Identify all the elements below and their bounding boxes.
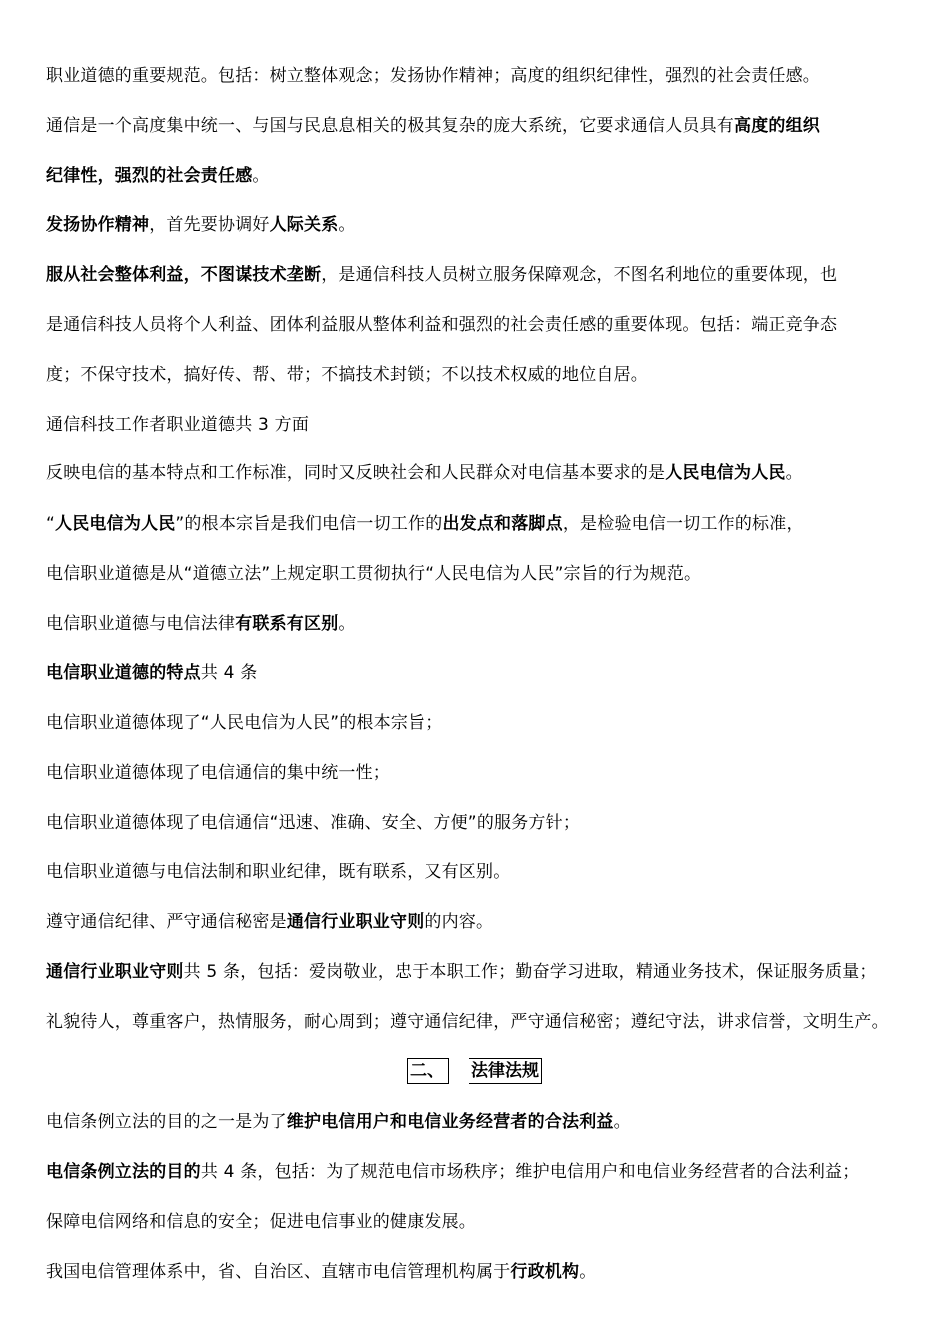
- bold-text: 纪律性，强烈的社会责任感: [46, 166, 253, 186]
- bold-text: 人民电信为人民: [665, 463, 786, 483]
- bold-text: 服从社会整体利益，不图谋技术垄断: [46, 265, 322, 285]
- text-span: 共 5 条，包括：爱岗敬业，忠于本职工作；勤奋学习进取，精通业务技术，保证服务质量；: [183, 962, 877, 982]
- text-span: 遵守通信纪律、严守通信秘密是: [46, 912, 287, 932]
- text-line: [46, 960, 877, 984]
- bold-text: 高度的组织: [734, 116, 820, 136]
- text-span: “: [46, 514, 56, 534]
- text-span: 电信职业道德与电信法制和职业纪律，既有联系，又有区别。: [46, 862, 511, 882]
- text-line: [46, 562, 701, 586]
- text-span: 。: [338, 614, 356, 634]
- text-span: 共 4 条，包括：为了规范电信市场秩序；维护电信用户和电信业务经营者的合法利益；: [200, 1162, 860, 1182]
- text-line: [46, 711, 442, 735]
- bold-text: 通信行业职业守则: [286, 912, 425, 932]
- text-line: [46, 64, 820, 88]
- text-span: 。: [338, 215, 356, 235]
- text-line: [46, 1210, 476, 1234]
- text-span: 。: [252, 166, 270, 186]
- text-span: 。: [785, 463, 803, 483]
- text-span: 电信职业道德体现了“人民电信为人民”的根本宗旨；: [46, 713, 443, 733]
- text-line: [46, 860, 510, 884]
- text-line: [46, 363, 648, 387]
- text-line: [46, 612, 356, 636]
- text-span: 。: [613, 1112, 631, 1132]
- section-heading: [407, 1058, 542, 1082]
- text-line: [46, 811, 580, 835]
- text-span: 通信是一个高度集中统一、与国与民息息相关的极其复杂的庞大系统，它要求通信人员具有: [46, 116, 734, 136]
- text-line: [46, 1160, 859, 1184]
- text-line: [46, 461, 803, 485]
- bold-text: 电信职业道德的特点: [46, 663, 201, 683]
- text-span: 共 4 条: [200, 663, 258, 683]
- text-span: 度；不保守技术，搞好传、帮、带；不搞技术封锁；不以技术权威的地位自居。: [46, 365, 648, 385]
- text-span: 礼貌待人，尊重客户，热情服务，耐心周到；遵守通信纪律，严守通信秘密；遵纪守法，讲求信誉，文明生产。: [46, 1012, 889, 1032]
- text-span: 电信职业道德是从“道德立法”上规定职工贯彻执行“人民电信为人民”宗旨的行为规范。: [46, 564, 702, 584]
- bold-text: 通信行业职业守则: [46, 962, 184, 982]
- text-span: ，首先要协调好: [149, 215, 270, 235]
- text-line: [46, 1010, 889, 1034]
- text-line: [46, 114, 820, 138]
- section-title: 法律法规: [469, 1058, 542, 1084]
- text-line: [46, 512, 804, 536]
- text-span: 的内容。: [424, 912, 494, 932]
- text-span: 电信条例立法的目的之一是为了: [46, 1112, 287, 1132]
- text-span: 电信职业道德与电信法律: [46, 614, 236, 634]
- text-span: 电信职业道德体现了电信通信“迅速、准确、安全、方便”的服务方针；: [46, 813, 581, 833]
- text-span: 通信科技工作者职业道德共 3 方面: [46, 415, 310, 435]
- text-span: 电信职业道德体现了电信通信的集中统一性；: [46, 763, 390, 783]
- text-span: ，是检验电信一切工作的标准，: [562, 514, 804, 534]
- text-span: 保障电信网络和信息的安全；促进电信事业的健康发展。: [46, 1212, 476, 1232]
- text-span: 职业道德的重要规范。包括：树立整体观念；发扬协作精神；高度的组织纪律性，强烈的社会责任感。: [46, 66, 820, 86]
- bold-text: 有联系有区别: [235, 614, 339, 634]
- text-line: [46, 661, 257, 685]
- text-span: 我国电信管理体系中，省、自治区、直辖市电信管理机构属于: [46, 1262, 511, 1282]
- text-line: [46, 1260, 596, 1284]
- bold-text: 出发点和落脚点: [442, 514, 563, 534]
- bold-text: 电信条例立法的目的: [46, 1162, 201, 1182]
- text-line: [46, 164, 270, 188]
- bold-text: 行政机构: [510, 1262, 580, 1282]
- text-line: [46, 761, 390, 785]
- text-span: ，是通信科技人员树立服务保障观念，不图名利地位的重要体现，也: [321, 265, 838, 285]
- text-line: [46, 213, 356, 237]
- section-number: 二、: [407, 1058, 449, 1084]
- bold-text: 人民电信为人民: [55, 514, 176, 534]
- bold-text: 人际关系: [269, 215, 339, 235]
- text-line: [46, 910, 493, 934]
- text-line: [46, 313, 837, 337]
- text-span: ”的根本宗旨是我们电信一切工作的: [175, 514, 443, 534]
- text-span: 反映电信的基本特点和工作标准，同时又反映社会和人民群众对电信基本要求的是: [46, 463, 666, 483]
- bold-text: 发扬协作精神: [46, 215, 150, 235]
- text-line: [46, 263, 837, 287]
- text-span: 。: [579, 1262, 597, 1282]
- text-line: [46, 413, 309, 437]
- text-span: 是通信科技人员将个人利益、团体利益服从整体利益和强烈的社会责任感的重要体现。包括：端正竞争态: [46, 315, 838, 335]
- text-line: [46, 1110, 631, 1134]
- bold-text: 维护电信用户和电信业务经营者的合法利益: [286, 1112, 614, 1132]
